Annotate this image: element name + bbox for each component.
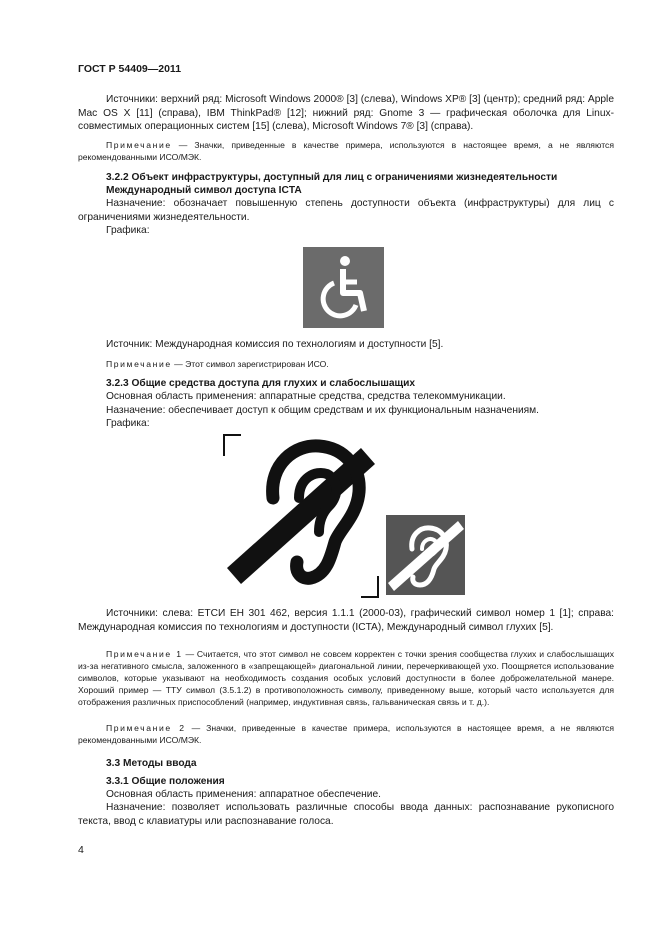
section-322-source: Источник: Международная комиссия по технологиям и доступности [5]. (106, 339, 444, 350)
section-322-note (78, 358, 614, 370)
note-label: Примечание (106, 140, 172, 150)
deaf-symbol-icon (386, 515, 465, 595)
section-322-graphics-label: Графика: (106, 225, 150, 236)
sources-top-paragraph: Источники: верхний ряд: Microsoft Windows 2000® [3] (слева), Windows XP® [3] (центр); средний ряд: Apple Mac OS X [11] (справа), IBM ThinkPad® [12]; нижний ряд: Gnome 3 — графическая оболочка для Linux-совместимых операционных систем [15] (слева), Microsoft Windows 7® [3] (справа). (78, 94, 614, 132)
section-323-heading: 3.2.3 Общие средства доступа для глухих и слабослышащих (106, 378, 416, 389)
crossed-ear-icon (223, 434, 379, 598)
section-323-graphics-label: Графика: (106, 418, 150, 429)
note-text: — Считается, что этот символ не совсем корректен с точки зрения сообщества глухих и слабослышащих из-за негативного смысла, заложенного в «запрещающей» диагональной линии, перечеркивающей ухо. Поощряется использование символов, которые указывают на необходимость создания особых условий доступности в более доброжелательной манере. Хороший пример — ТТУ символ (3.5.1.2) в противоположность символу, приведенному выше, который часто используется для отображения различных приспособлений (например, индуктивная связь, гальваническая связь и т. д.). (78, 649, 614, 707)
note-top (78, 139, 614, 163)
section-323-note-1 (78, 648, 614, 708)
section-323-purpose: Назначение: обеспечивает доступ к общим средствам и их функциональным назначениям. (106, 405, 540, 416)
wheelchair-icon (303, 247, 384, 328)
note-text: — Этот символ зарегистрирован ИСО. (171, 359, 329, 369)
page-number: 4 (78, 844, 84, 856)
note-label: Примечание (106, 359, 172, 369)
section-322-heading: 3.2.2 Объект инфраструктуры, доступный для лиц с ограничениями жизнедеятельности (106, 172, 558, 183)
note-text: — Значки, приведенные в качестве примера, используются в настоящее время, а не являются рекомендованными ИСО/МЭК. (78, 723, 615, 745)
section-331-heading: 3.3.1 Общие положения (106, 776, 225, 787)
note-text: — Значки, приведенные в качестве примера, используются в настоящее время, а не являются рекомендованными ИСО/МЭК. (78, 140, 614, 162)
note-label: Примечание 1 (106, 649, 183, 659)
document-header: ГОСТ Р 54409—2011 (78, 63, 182, 75)
section-323-note-2 (78, 722, 614, 746)
section-331-purpose: Назначение: позволяет использовать различные способы ввода данных: распознавание рукописного текста, ввод с клавиатуры или распознавание голоса. (78, 802, 614, 827)
section-322-subheading: Международный символ доступа ICTA (106, 185, 302, 196)
section-322-purpose: Назначение: обозначает повышенную степень доступности объекта (инфраструктуры) для лиц с ограничениями жизнедеятельности. (78, 198, 614, 223)
section-33-heading: 3.3 Методы ввода (106, 758, 197, 769)
section-323-sources: Источники: слева: ЕТСИ ЕН 301 462, версия 1.1.1 (2000-03), графический символ номер 1 [1]; справа: Международная комиссия по технологиям и доступности (ICTA), Международный символ глухих [5]. (78, 608, 614, 633)
section-331-scope: Основная область применения: аппаратное обеспечение. (106, 789, 381, 800)
note-label: Примечание 2 (106, 723, 186, 733)
section-323-scope: Основная область применения: аппаратные средства, средства телекоммуникации. (106, 391, 506, 402)
